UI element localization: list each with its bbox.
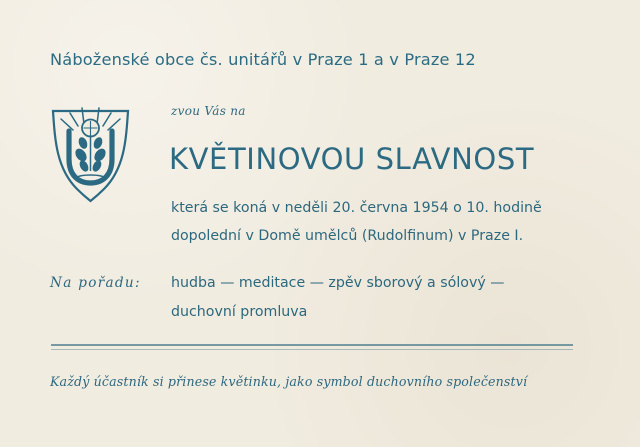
program-line-2: duchovní promluva (171, 304, 308, 320)
footer-note: Každý účastník si přinese květinku, jako symbol duchovního společenství (50, 374, 528, 389)
event-date-line: která se koná v neděli 20. června 1954 o 10. hodině (171, 200, 542, 216)
event-title: KVĚTINOVOU SLAVNOST (169, 142, 535, 176)
program-label: Na pořadu: (50, 275, 141, 291)
event-location-line: dopolední v Domě umělců (Rudolfinum) v Praze I. (171, 228, 524, 244)
invitation-phrase: zvou Vás na (171, 104, 246, 118)
divider-line-bottom (51, 349, 573, 350)
organizer-line: Náboženské obce čs. unitářů v Praze 1 a v Praze 12 (50, 50, 476, 69)
unitarian-emblem-icon (47, 97, 134, 205)
divider-line-top (51, 344, 573, 346)
program-line-1: hudba — meditace — zpěv sborový a sólový — (171, 275, 505, 291)
